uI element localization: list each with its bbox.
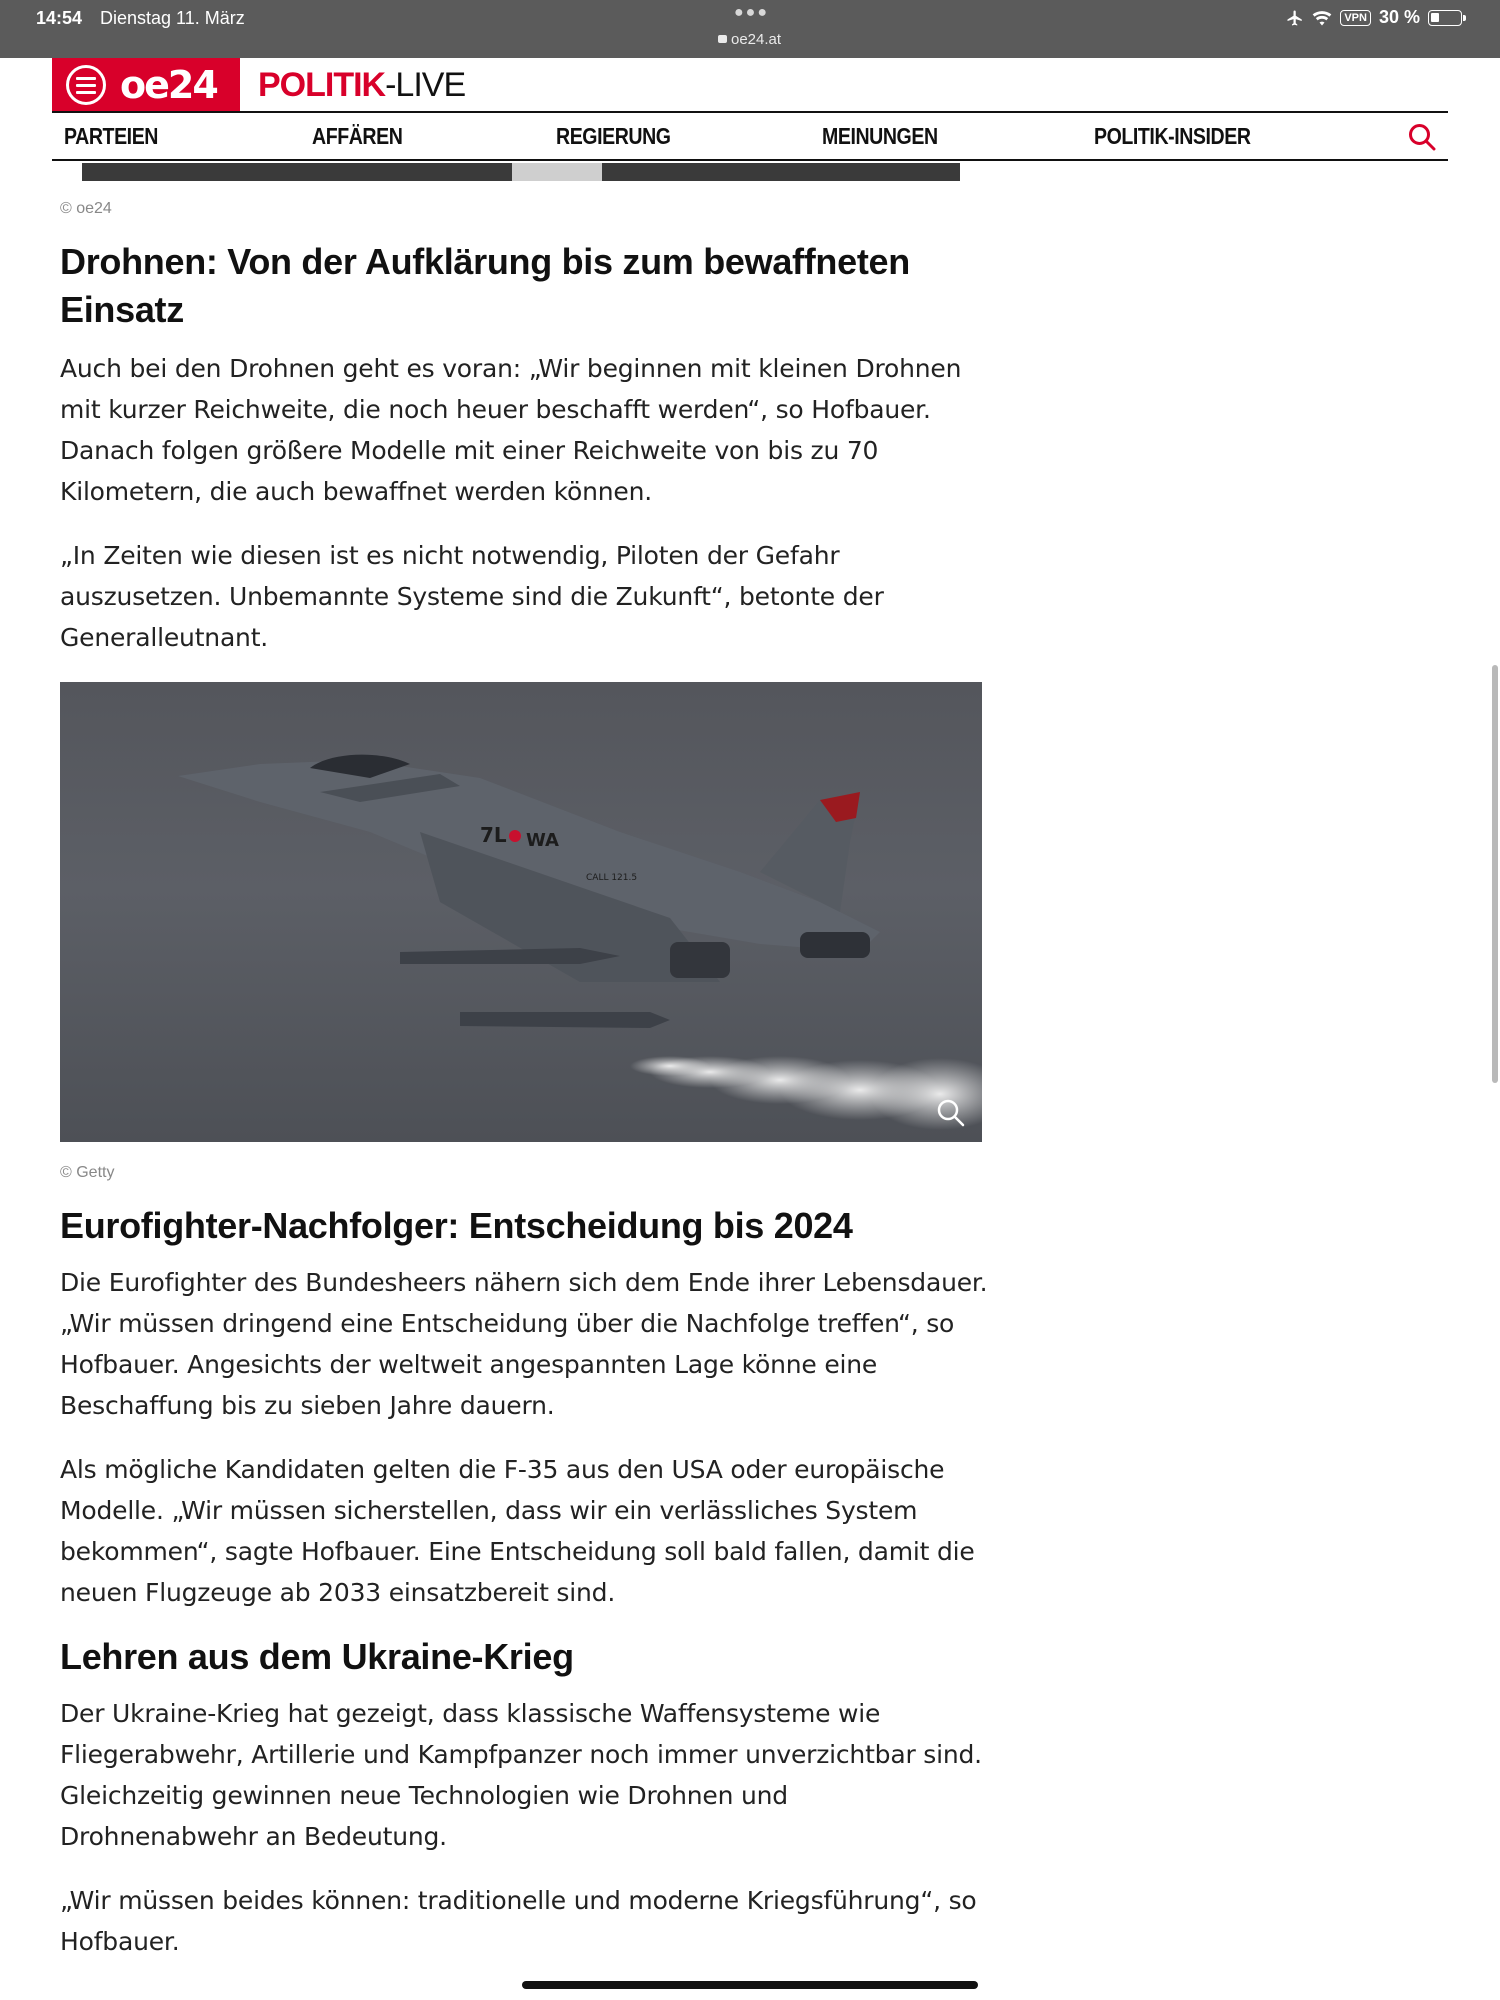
section-title[interactable] <box>258 66 465 105</box>
jet-code: 7L <box>480 823 507 847</box>
paragraph: „Wir müssen beides können: traditionelle und moderne Kriegsführung“, so Hofbauer. <box>60 1886 977 1956</box>
image-credit: © Getty <box>60 1164 115 1181</box>
section-heading: Eurofighter-Nachfolger: Entscheidung bis 2024 <box>60 1205 853 1246</box>
paragraph: Als mögliche Kandidaten gelten die F-35 aus den USA oder europäische Modelle. „Wir müssen sicherstellen, dass wir ein verlässliches System bekommen“, sagte Hofbauer. Eine Entscheidung soll bald fallen, damit die neuen Flugzeuge ab 2033 einsatzbereit sind. <box>60 1455 975 1607</box>
battery-icon <box>1428 10 1462 26</box>
paragraph: Die Eurofighter des Bundesheers nähern sich dem Ende ihrer Lebensdauer. „Wir müssen dringend eine Entscheidung über die Nachfolge treffen“, so Hofbauer. Angesichts der weltweit angespannten Lage könne eine Beschaffung bis zu sieben Jahre dauern. <box>60 1268 988 1420</box>
article-photo-eurofighter[interactable] <box>60 682 982 1142</box>
wifi-icon <box>1312 10 1332 26</box>
search-icon[interactable] <box>1408 123 1436 151</box>
status-bar <box>0 0 1500 58</box>
article-body <box>60 200 990 1962</box>
site-logo[interactable]: oe24 <box>120 63 217 107</box>
section-heading: Drohnen: Von der Aufklärung bis zum bewaffneten Einsatz <box>60 241 910 330</box>
jet-illustration <box>60 682 982 1142</box>
status-right <box>1286 7 1462 28</box>
paragraph: „In Zeiten wie diesen ist es nicht notwendig, Piloten der Gefahr auszusetzen. Unbemannte Systeme sind die Zukunft“, betonte der Generalleutnant. <box>60 541 884 652</box>
lock-icon <box>718 35 727 43</box>
nav-item-parteien[interactable]: PARTEIEN <box>64 123 159 149</box>
jet-call-sign: CALL 121.5 <box>586 873 638 883</box>
logo-block <box>52 58 240 112</box>
battery-percent: 30 % <box>1378 7 1420 27</box>
vpn-badge: VPN <box>1340 10 1371 26</box>
home-indicator[interactable] <box>522 1981 978 1989</box>
scroll-indicator[interactable] <box>1492 665 1498 1083</box>
previous-image-edge <box>82 163 960 181</box>
section-name: POLITIK <box>258 65 386 104</box>
image-credit: © oe24 <box>60 200 112 217</box>
address-bar[interactable] <box>718 31 781 48</box>
hamburger-menu-icon[interactable] <box>66 65 106 105</box>
jet-code-suffix: WA <box>526 830 559 851</box>
address-url: oe24.at <box>731 31 782 48</box>
airplane-icon <box>1286 9 1304 27</box>
smoke-trail <box>630 1056 982 1130</box>
nav-item-politik-insider[interactable]: POLITIK-INSIDER <box>1094 123 1251 149</box>
paragraph: Auch bei den Drohnen geht es voran: „Wir beginnen mit kleinen Drohnen mit kurzer Reichweite, die noch heuer beschafft werden“, so Hofbauer. Danach folgen größere Modelle mit einer Reichweite von bis zu 70 Kilometern, die auch bewaffnet werden können. <box>60 354 962 506</box>
paragraph: Der Ukraine-Krieg hat gezeigt, dass klassische Waffensysteme wie Fliegerabwehr, Artillerie und Kampfpanzer noch immer unverzichtbar sind. Gleichzeitig gewinnen neue Technologien wie Drohnen und Drohnenabwehr an Bedeutung. <box>60 1699 982 1851</box>
main-nav <box>52 111 1448 161</box>
status-date: Dienstag 11. März <box>100 8 245 28</box>
zoom-icon[interactable] <box>936 1098 966 1128</box>
nav-item-meinungen[interactable]: MEINUNGEN <box>822 123 938 149</box>
more-dots-icon[interactable]: ●●● <box>734 4 769 21</box>
nav-item-affaeren[interactable]: AFFÄREN <box>312 123 403 149</box>
status-time: 14:54 <box>36 8 83 28</box>
battery-fill <box>1431 13 1439 22</box>
section-heading: Lehren aus dem Ukraine-Krieg <box>60 1636 574 1677</box>
section-suffix: -LIVE <box>385 65 466 104</box>
nav-item-regierung[interactable]: REGIERUNG <box>556 123 671 149</box>
site-header <box>52 58 465 112</box>
